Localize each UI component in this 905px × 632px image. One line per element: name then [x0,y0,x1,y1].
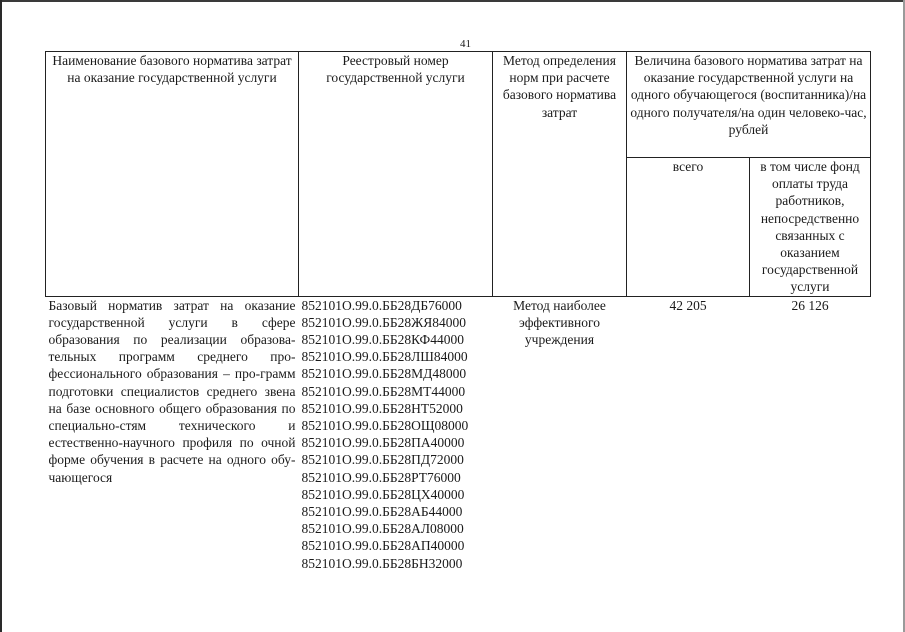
header-total: всего [627,158,750,297]
method-cell: Метод наиболее эффективного учреждения [513,297,606,348]
registry-number: 852101О.99.0.ББ28ЖЯ84000 [301,314,466,330]
registry-number: 852101О.99.0.ББ28БН32000 [301,555,463,571]
registry-number: 852101О.99.0.ББ28АБ44000 [301,504,463,520]
header-wage-fund: в том числе фонд оплаты труда работников, непосредственно связанных с оказанием государственной услуги [750,158,871,297]
registry-number: 852101О.99.0.ББ28МД48000 [301,366,467,382]
header-value: Величина базового норматива затрат на оказание государственной услуги на одного обучающегося (воспитанника)/на одного получателя/на один человеко-час, рублей [627,52,871,158]
registry-number: 852101О.99.0.ББ28ОЩ08000 [301,418,469,434]
registry-number: 852101О.99.0.ББ28КФ44000 [301,332,464,348]
registry-number: 852101О.99.0.ББ28ЛШ84000 [301,349,468,365]
table-row [46,296,871,572]
registry-number: 852101О.99.0.ББ28МТ44000 [301,383,466,399]
registry-number: 852101О.99.0.ББ28АЛ08000 [301,521,464,537]
registry-number: 852101О.99.0.ББ28АП40000 [301,538,465,554]
scan-top-edge [0,0,905,2]
registry-number: 852101О.99.0.ББ28ПД72000 [301,452,464,468]
registry-number: 852101О.99.0.ББ28РТ76000 [301,469,461,485]
registry-number: 852101О.99.0.ББ28ДБ76000 [301,297,462,313]
registry-number: 852101О.99.0.ББ28ЦХ40000 [301,486,465,502]
wage-fund-value-cell: 26 126 [791,297,829,313]
registry-number: 852101О.99.0.ББ28ПА40000 [301,435,465,451]
page-number: 41 [460,38,471,50]
header-method: Метод определения норм при расчете базового норматива затрат [493,52,627,297]
base-norms-table [45,51,871,572]
header-name: Наименование базового норматива затрат на оказание государственной услуги [46,52,299,297]
registry-numbers-cell [299,296,493,572]
service-name-cell: Базовый норматив затрат на оказание государственной услуги в сфере образования по реализации образова-тельных программ среднего про-фессионального образования – про-грамм подготовки специалистов среднего звена на базе основного общего образования по специально-стям технического и естественно-научного профиля по очной форме обучения в расчете на одного обу-чающегося [48,297,296,485]
scan-left-edge [0,0,2,632]
header-row-1 [46,52,871,158]
total-value-cell: 42 205 [669,297,707,313]
header-registry-number: Реестровый номер государственной услуги [299,52,493,297]
registry-number: 852101О.99.0.ББ28НТ52000 [301,400,463,416]
